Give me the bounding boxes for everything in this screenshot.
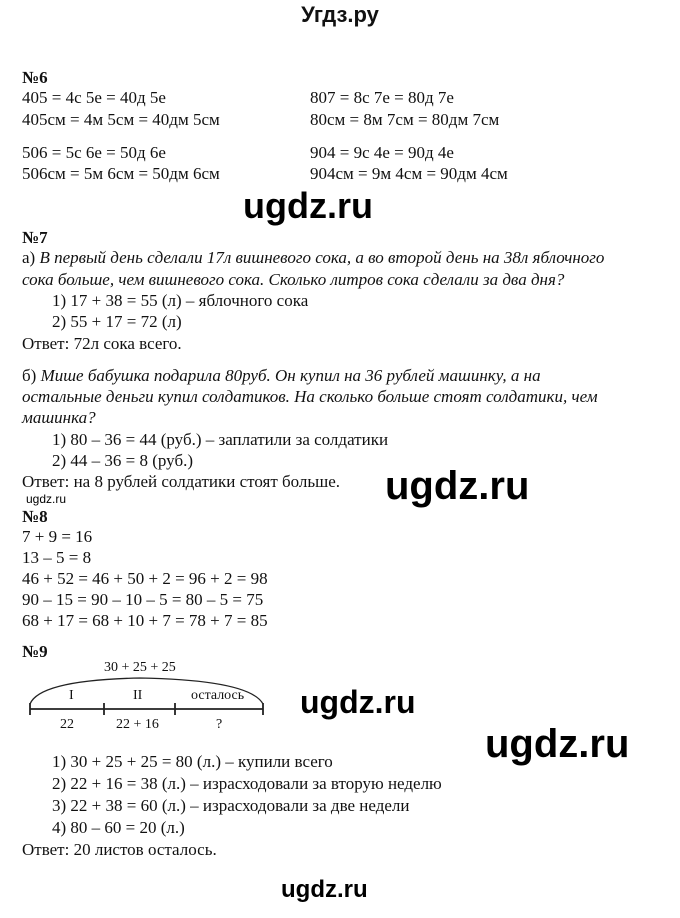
solution-step: 1) 30 + 25 + 25 = 80 (л.) – купили всего bbox=[52, 752, 333, 771]
solution-step: 2) 44 – 36 = 8 (руб.) bbox=[52, 451, 194, 470]
solution-step: 4) 80 – 60 = 20 (л.) bbox=[52, 818, 185, 837]
problem-text: В первый день сделали 17л вишневого сока, а во второй день на 38л яблочного bbox=[39, 248, 605, 267]
task-6-heading: №6 bbox=[22, 68, 48, 87]
watermark-small: ugdz.ru bbox=[26, 492, 67, 506]
task-6-line: 405см = 4м 5см = 40дм 5см bbox=[22, 110, 220, 129]
calc-line: 90 – 15 = 90 – 10 – 5 = 80 – 5 = 75 bbox=[22, 590, 264, 609]
solution-step: 3) 22 + 38 = 60 (л.) – израсходовали за две недели bbox=[52, 796, 410, 815]
problem-text: остальные деньги купил солдатиков. На сколько больше стоят солдатики, чем bbox=[22, 387, 598, 406]
task-7b-text bbox=[22, 366, 541, 386]
diagram-bottom-label: ? bbox=[216, 717, 223, 732]
diagram-total-label: 30 + 25 + 25 bbox=[104, 660, 176, 675]
watermark-footer: ugdz.ru bbox=[281, 876, 368, 903]
task-6-line: 904 = 9с 4е = 90д 4е bbox=[310, 143, 454, 162]
diagram-bottom-label: 22 bbox=[60, 717, 74, 732]
task-7-heading: №7 bbox=[22, 228, 48, 247]
problem-text: машинка? bbox=[22, 408, 96, 427]
task-6-line: 506 = 5с 6е = 50д 6е bbox=[22, 143, 166, 162]
diagram-segment-label: осталось bbox=[191, 688, 245, 703]
answer: Ответ: на 8 рублей солдатики стоят больше. bbox=[22, 472, 341, 491]
calc-line: 68 + 17 = 68 + 10 + 7 = 78 + 7 = 85 bbox=[22, 611, 268, 630]
segment-diagram bbox=[0, 660, 280, 740]
diagram-segment-label: II bbox=[133, 688, 143, 703]
calc-line: 7 + 9 = 16 bbox=[22, 527, 93, 546]
task-6-line: 807 = 8с 7е = 80д 7е bbox=[310, 88, 454, 107]
problem-text: сока больше, чем вишневого сока. Сколько литров сока сделали за два дня? bbox=[22, 270, 565, 289]
solution-step: 2) 55 + 17 = 72 (л) bbox=[52, 312, 182, 331]
task-7a-text bbox=[22, 248, 604, 268]
task-6-line: 405 = 4с 5е = 40д 5е bbox=[22, 88, 166, 107]
solution-step: 2) 22 + 16 = 38 (л.) – израсходовали за вторую неделю bbox=[52, 774, 442, 793]
watermark: ugdz.ru bbox=[385, 464, 530, 508]
calc-line: 46 + 52 = 46 + 50 + 2 = 96 + 2 = 98 bbox=[22, 569, 268, 588]
solution-step: 1) 17 + 38 = 55 (л) – яблочного сока bbox=[52, 291, 309, 310]
diagram-bottom-label: 22 + 16 bbox=[116, 717, 159, 732]
watermark: ugdz.ru bbox=[243, 185, 373, 226]
task-6-line: 80см = 8м 7см = 80дм 7см bbox=[310, 110, 500, 129]
item-prefix: а) bbox=[22, 248, 40, 267]
watermark: ugdz.ru bbox=[485, 722, 630, 766]
task-9-heading: №9 bbox=[22, 642, 48, 661]
calc-line: 13 – 5 = 8 bbox=[22, 548, 92, 567]
task-6-line: 506см = 5м 6см = 50дм 6см bbox=[22, 164, 220, 183]
diagram-segment-label: I bbox=[69, 688, 74, 703]
solution-step: 1) 80 – 36 = 44 (руб.) – заплатили за солдатики bbox=[52, 430, 389, 449]
site-title: Угдз.ру bbox=[301, 2, 379, 27]
answer: Ответ: 72л сока всего. bbox=[22, 334, 182, 353]
task-6-line: 904см = 9м 4см = 90дм 4см bbox=[310, 164, 508, 183]
problem-text: Мише бабушка подарила 80руб. Он купил на 36 рублей машинку, а на bbox=[40, 366, 541, 385]
task-8-heading: №8 bbox=[22, 507, 48, 526]
watermark: ugdz.ru bbox=[300, 684, 416, 720]
item-prefix: б) bbox=[22, 366, 41, 385]
answer: Ответ: 20 листов осталось. bbox=[22, 840, 217, 859]
